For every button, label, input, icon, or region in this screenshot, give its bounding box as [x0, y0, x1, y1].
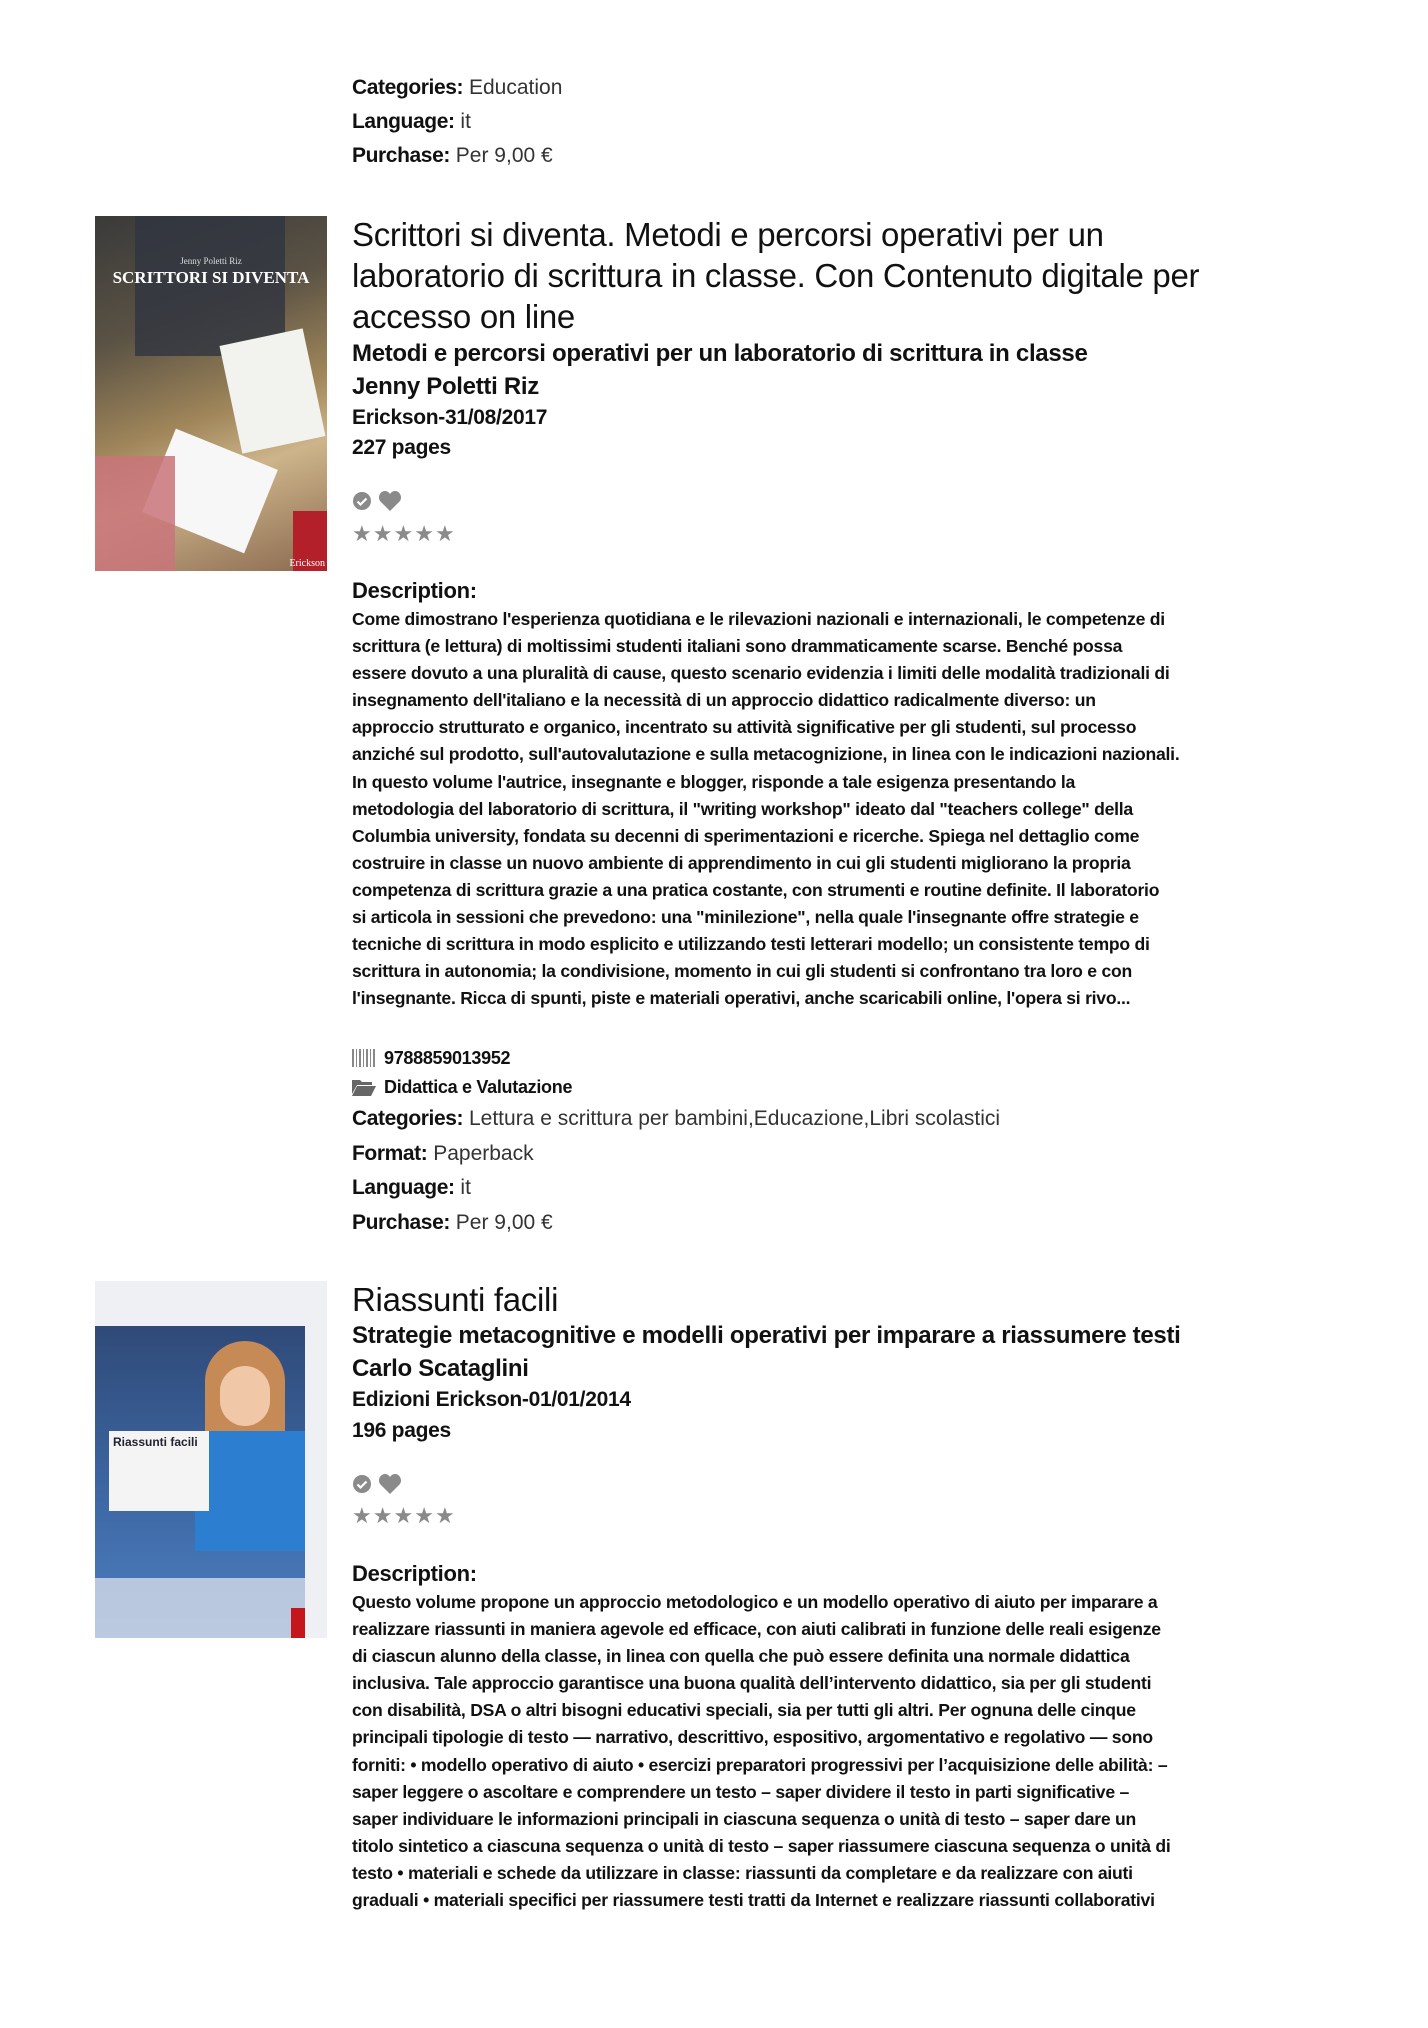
description-line: l'insegnante. Ricca di spunti, piste e materiali operativi, anche scaricabili online, l'opera si rivo...	[352, 988, 1131, 1009]
star-icon: ★	[393, 521, 414, 546]
book-title[interactable]: Scrittori si diventa. Metodi e percorsi operativi per un laboratorio di scrittura in classe. Con Contenuto digitale per accesso on line	[352, 216, 1200, 335]
book-actions	[352, 1473, 402, 1495]
description-label: Description:	[352, 578, 477, 603]
description-line: realizzare riassunti in maniera agevole ed efficace, con aiuti calibrati in funzione delle reali esigenze	[352, 1619, 1161, 1640]
description-line: di ciascun alunno della classe, in linea con quella che può essere definita una normale didattica	[352, 1646, 1130, 1667]
categories-row: Categories: Education	[352, 76, 563, 99]
star-icon: ★	[352, 521, 372, 546]
isbn-row: 9788859013952	[352, 1044, 510, 1072]
language-row: Language: it	[352, 1176, 471, 1199]
book-actions	[352, 490, 402, 512]
star-icon: ★	[434, 521, 455, 546]
star-icon: ★	[434, 1503, 455, 1528]
book-author: Jenny Poletti Riz	[352, 373, 539, 400]
star-icon: ★	[393, 1503, 414, 1528]
description-line: In questo volume l'autrice, insegnante e blogger, risponde a tale esigenza presentando la	[352, 771, 1076, 792]
description-line: saper individuare le informazioni principali in ciascuna sequenza o unità di testo – saper dare un	[352, 1808, 1137, 1829]
description-line: Come dimostrano l'esperienza quotidiana e le rilevazioni nazionali e internazionali, le competenze di	[352, 609, 1165, 629]
check-circle-icon[interactable]	[352, 1474, 372, 1494]
description-line: graduali • materiali specifici per riassumere testi tratti da Internet e realizzare riassunti collaborativi	[352, 1890, 1155, 1911]
book-subtitle: Metodi e percorsi operativi per un laboratorio di scrittura in classe	[352, 340, 1088, 367]
description-line: Questo volume propone un approccio metodologico e un modello operativo di aiuto per imparare a	[352, 1592, 1158, 1612]
star-rating	[352, 1504, 455, 1528]
star-rating	[352, 522, 455, 546]
description-label: Description:	[352, 1561, 477, 1586]
language-row: Language: it	[352, 110, 471, 133]
book-publisher-date: Erickson-31/08/2017	[352, 406, 548, 429]
heart-icon[interactable]	[378, 490, 402, 512]
description-line: insegnamento dell'italiano e la necessità di un approccio didattico radicalmente diverso: un	[352, 690, 1096, 711]
description-text	[352, 606, 1179, 1012]
description-line: anziché sul prodotto, sull'autovalutazione e sulla metacognizione, in linea con le indicazioni nazionali.	[352, 744, 1180, 765]
book-title[interactable]: Riassunti facili	[352, 1281, 559, 1318]
description-line: forniti: • modello operativo di aiuto • esercizi preparatori progressivi per l’acquisizione delle abilità: –	[352, 1754, 1168, 1775]
description-line: principali tipologie di testo — narrativo, descrittivo, espositivo, argomentativo e regolativo — sono	[352, 1727, 1153, 1748]
book-publisher-date: Edizioni Erickson-01/01/2014	[352, 1388, 631, 1411]
description-line: approccio strutturato e organico, incentrato su attività significative per gli studenti, sul processo	[352, 717, 1137, 738]
description-line: essere dovuto a una pluralità di cause, questo scenario evidenzia i limiti delle modalità tradizionali di	[352, 663, 1170, 684]
description-line: Columbia university, fondata su decenni di sperimentazioni e ricerche. Spiega nel dettaglio come	[352, 825, 1140, 846]
description-line: scrittura (e lettura) di moltissimi studenti italiani sono drammaticamente scarse. Benché possa	[352, 636, 1123, 657]
book-pages: 227 pages	[352, 436, 451, 459]
description-line: tecniche di scrittura in modo esplicito e utilizzando testi letterari modello; un consistente tempo di	[352, 934, 1150, 955]
purchase-row: Purchase: Per 9,00 €	[352, 1211, 553, 1234]
book-author: Carlo Scataglini	[352, 1355, 529, 1382]
description-line: testo • materiali e schede da utilizzare in classe: riassunti da completare e da realizzare con aiuti	[352, 1862, 1133, 1883]
description-line: titolo sintetico a ciascuna sequenza o unità di testo – saper riassumere ciascuna sequenza o unità di	[352, 1835, 1171, 1856]
description-line: competenza di scrittura grazie a una pratica costante, con strumenti e routine definite. Il laboratorio	[352, 879, 1160, 900]
barcode-icon	[352, 1049, 376, 1067]
categories-row: Categories: Lettura e scrittura per bambini,Educazione,Libri scolastici	[352, 1107, 1001, 1130]
book-cover[interactable]: Riassunti facili	[95, 1281, 327, 1638]
book-pages: 196 pages	[352, 1419, 451, 1442]
description-line: con disabilità, DSA o altri bisogni educativi speciali, sia per tutti gli altri. Per ognuna delle cinque	[352, 1700, 1136, 1721]
format-row: Format: Paperback	[352, 1142, 534, 1165]
description-text	[352, 1589, 1171, 1914]
description-line: saper leggere o ascoltare e comprendere un testo – saper dividere il testo in parti significative –	[352, 1781, 1130, 1802]
folder-open-icon	[352, 1078, 376, 1096]
star-icon: ★	[352, 1503, 372, 1528]
heart-icon[interactable]	[378, 1473, 402, 1495]
star-icon: ★	[372, 1503, 393, 1528]
star-icon: ★	[372, 521, 393, 546]
description-line: scrittura in autonomia; la condivisione, momento in cui gli studenti si confrontano tra loro e con	[352, 961, 1133, 982]
check-circle-icon[interactable]	[352, 491, 372, 511]
star-icon: ★	[414, 521, 434, 546]
star-icon: ★	[414, 1503, 434, 1528]
description-line: si articola in sessioni che prevedono: una "minilezione", nella quale l'insegnante offre strategie e	[352, 907, 1139, 928]
description-line: costruire in classe un nuovo ambiente di apprendimento in cui gli studenti migliorano la propria	[352, 852, 1131, 873]
purchase-row: Purchase: Per 9,00 €	[352, 144, 553, 167]
book-subtitle: Strategie metacognitive e modelli operativi per imparare a riassumere testi	[352, 1322, 1181, 1349]
collection-row: Didattica e Valutazione	[352, 1073, 572, 1101]
description-line: inclusiva. Tale approccio garantisce una buona qualità dell’intervento didattico, sia per gli studenti	[352, 1673, 1152, 1694]
description-line: metodologia del laboratorio di scrittura, il "writing workshop" ideato dal "teachers college" della	[352, 798, 1133, 819]
book-cover[interactable]: Jenny Poletti Riz SCRITTORI SI DIVENTA Erickson	[95, 216, 327, 571]
